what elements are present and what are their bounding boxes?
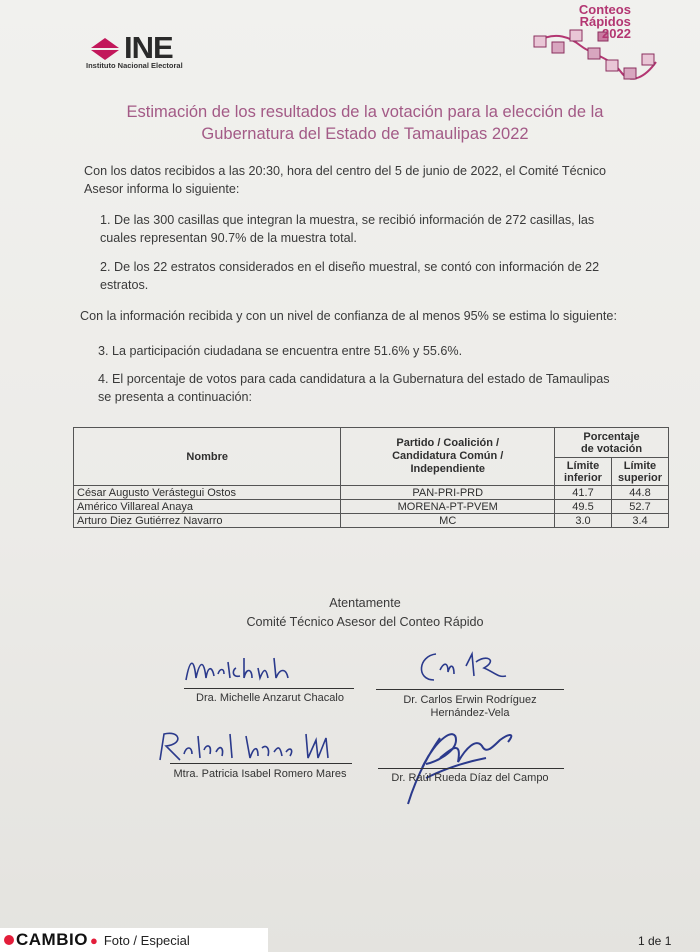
photo-credit: Foto / Especial — [103, 932, 190, 948]
header-lower-limit — [555, 458, 612, 486]
candidate-name: Américo Villareal Anaya — [74, 500, 341, 514]
candidate-name: Arturo Diez Gutiérrez Navarro — [74, 514, 341, 528]
conteos-line-2: Rápidos — [579, 14, 631, 29]
ine-emblem-icon — [88, 36, 122, 62]
signature-4-image — [396, 718, 526, 814]
signature-1-name: Dra. Michelle Anzarut Chacalo — [196, 692, 344, 704]
party-name: MC — [341, 514, 555, 528]
header-party-line-1: Partido / Coalición / — [396, 437, 500, 449]
item-2 — [100, 258, 680, 294]
footer-credit-bar — [0, 928, 268, 952]
candidate-name: César Augusto Verástegui Ostos — [74, 486, 341, 500]
signature-2-name-line-1: Dr. Carlos Erwin Rodríguez — [403, 694, 537, 706]
signature-3-name: Mtra. Patricia Isabel Romero Mares — [173, 768, 347, 780]
table-row — [74, 486, 669, 500]
title-line-2: Gubernatura del Estado de Tamaulipas 2022 — [201, 125, 529, 143]
item-4-line-2: se presenta a continuación: — [98, 390, 253, 404]
cambio-brand: CAMBIO — [16, 930, 88, 949]
item-1-line-2: cuales representan 90.7% de la muestra total. — [100, 231, 357, 245]
header-lower-line-1: Límite — [566, 459, 600, 472]
ine-brand-text: INE — [124, 30, 173, 65]
signature-1-line — [184, 688, 354, 689]
lower-limit: 49.5 — [555, 500, 612, 514]
item-1 — [100, 211, 680, 247]
intro-line-1: Con los datos recibidos a las 20:30, hora del centro del 5 de junio de 2022, el Comité Técnico — [84, 164, 607, 178]
closing-committee: Comité Técnico Asesor del Conteo Rápido — [246, 615, 484, 629]
ine-subtitle: Instituto Nacional Electoral — [86, 61, 183, 70]
header-pct-line-2: de votación — [580, 442, 643, 455]
item-1-line-1: 1. De las 300 casillas que integran la muestra, se recibió información de 272 casillas, las — [100, 213, 595, 227]
header-lower-line-2: inferior — [564, 471, 602, 484]
signature-4-line — [378, 768, 564, 769]
signature-1-image — [180, 652, 300, 690]
document-title — [100, 101, 630, 145]
conteos-rapidos-logo — [526, 2, 668, 88]
item-2-line-1: 2. De los 22 estratos considerados en el diseño muestral, se contó con información de 22 — [100, 260, 600, 274]
header-upper-line-2: superior — [617, 471, 662, 484]
lower-limit: 3.0 — [555, 514, 612, 528]
page-number: 1 de 1 — [638, 934, 672, 948]
header-party-line-2: Candidatura Común / — [392, 450, 504, 462]
cambio-dot-icon: ● — [89, 932, 98, 948]
signature-3-line — [170, 763, 352, 764]
conteos-line-1: Conteos — [578, 2, 631, 17]
signature-2-name-line-2: Hernández-Vela — [430, 707, 510, 719]
cambio-circle-icon — [4, 935, 14, 945]
upper-limit: 44.8 — [611, 486, 668, 500]
table-row — [74, 514, 669, 528]
upper-limit: 52.7 — [611, 500, 668, 514]
header-upper-limit — [611, 458, 668, 486]
header-percentage — [555, 428, 669, 458]
party-name: PAN-PRI-PRD — [341, 486, 555, 500]
conteos-title — [572, 4, 631, 40]
intro-line-2: Asesor informa lo siguiente: — [84, 182, 240, 196]
upper-limit: 3.4 — [611, 514, 668, 528]
signature-2-name — [360, 694, 580, 720]
conteos-line-3: 2022 — [602, 26, 631, 41]
table-row — [74, 500, 669, 514]
closing-atentamente: Atentamente — [329, 596, 401, 610]
header-upper-line-1: Límite — [623, 459, 657, 472]
item-2-line-2: estratos. — [100, 278, 149, 292]
title-line-1: Estimación de los resultados de la votación para la elección de la — [126, 103, 604, 121]
signature-2-line — [376, 689, 564, 690]
header-name: Nombre — [74, 428, 341, 486]
header-pct-line-1: Porcentaje — [583, 430, 640, 443]
results-table — [73, 427, 669, 528]
intro-paragraph — [84, 162, 684, 198]
lower-limit: 41.7 — [555, 486, 612, 500]
item-3: 3. La participación ciudadana se encuentra entre 51.6% y 55.6%. — [98, 344, 463, 358]
header-party-line-3: Independiente — [410, 463, 485, 475]
signature-4-name: Dr. Raúl Rueda Díaz del Campo — [391, 772, 549, 784]
confidence-paragraph: Con la información recibida y con un nivel de confianza de al menos 95% se estima lo siguiente: — [80, 309, 617, 323]
header-party — [341, 428, 555, 486]
signature-2-image — [414, 646, 524, 690]
item-4 — [98, 370, 678, 406]
party-name: MORENA-PT-PVEM — [341, 500, 555, 514]
item-4-line-1: 4. El porcentaje de votos para cada candidatura a la Gubernatura del estado de Tamaulipas — [98, 372, 610, 386]
